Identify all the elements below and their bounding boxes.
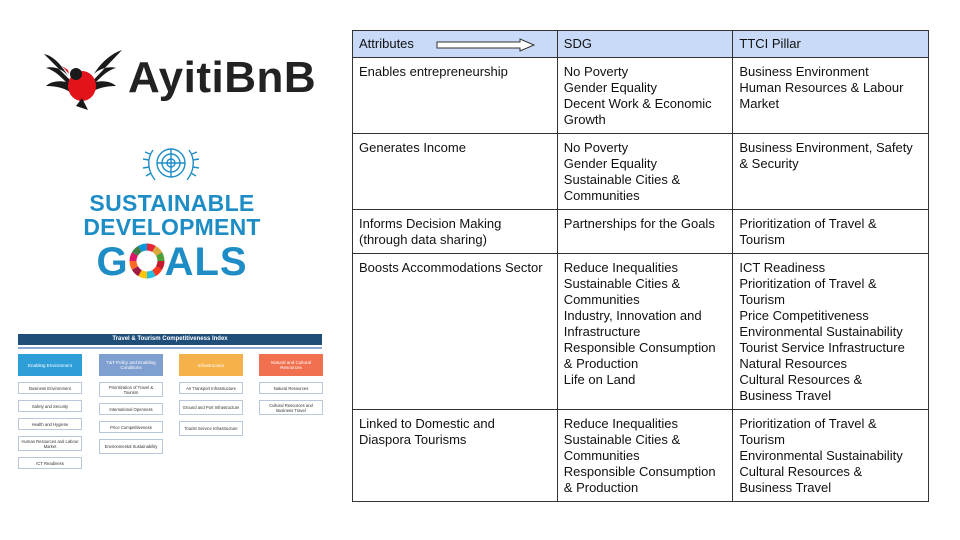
cell-sdg-line: & Production (563, 356, 639, 371)
cell-sdg (557, 410, 733, 502)
cell-ttci-line: Tourism (739, 232, 785, 247)
cell-sdg-line: Responsible Consumption (563, 340, 716, 355)
ttci-sub-item: International Openness (99, 403, 163, 415)
ttci-sub-item: Environmental Sustainability (99, 439, 163, 454)
cell-ttci-line: Business Environment, Safety (739, 140, 913, 155)
cell-ttci-line: Cultural Resources & (739, 464, 863, 479)
ttci-column-infrastructure (179, 354, 243, 436)
cell-attribute (353, 134, 558, 210)
cell-attribute-line: Generates Income (359, 140, 466, 155)
cell-sdg-line: Life on Land (563, 372, 636, 387)
ttci-sub-item: Health and Hygiene (18, 418, 82, 430)
cell-sdg-line: Sustainable Cities & (563, 432, 681, 447)
ttci-diagram (18, 334, 322, 476)
sdg-title-line-2: DEVELOPMENT (83, 214, 261, 240)
ttci-sub-item: Safety and Security (18, 400, 82, 412)
cell-sdg-line: Growth (563, 112, 606, 127)
cell-sdg-line: No Poverty (563, 140, 629, 155)
table-header-row (353, 31, 929, 58)
right-arrow-icon (436, 38, 536, 52)
cell-attribute-line: Informs Decision Making (359, 216, 502, 231)
cell-sdg (557, 254, 733, 410)
ttci-pillar-label: Enabling Environment (18, 354, 82, 376)
cell-sdg (557, 210, 733, 254)
ttci-pillar-label: Natural and Cultural Resources (259, 354, 323, 376)
cell-ttci-line: Tourism (739, 432, 785, 447)
cell-sdg-line: Sustainable Cities & (563, 172, 681, 187)
cell-sdg-line: Gender Equality (563, 80, 658, 95)
cell-ttci-line: Business Travel (739, 388, 832, 403)
cell-sdg-line: Reduce Inequalities (563, 416, 678, 431)
cell-sdg-line: Communities (563, 188, 640, 203)
sdg-wheel-icon (129, 243, 165, 279)
table-row (353, 210, 929, 254)
cell-ttci-line: Business Environment (739, 64, 869, 79)
ayitibnb-logo (40, 44, 320, 114)
table-row (353, 134, 929, 210)
cell-sdg-line: Gender Equality (563, 156, 658, 171)
cell-sdg-line: Decent Work & Economic (563, 96, 712, 111)
cell-sdg-line: Communities (563, 292, 640, 307)
ttci-pillar-label: T&T Policy and Enabling Conditions (99, 354, 163, 376)
un-emblem-icon (139, 140, 203, 186)
cell-ttci-line: Prioritization of Travel & (739, 216, 877, 231)
cell-ttci (733, 410, 929, 502)
cell-sdg-line: Reduce Inequalities (563, 260, 678, 275)
cell-sdg-line: Partnerships for the Goals (563, 216, 715, 231)
ttci-sub-item: Business Environment (18, 382, 82, 394)
attributes-table (352, 30, 929, 502)
cell-attribute-line: Boosts Accommodations Sector (359, 260, 543, 275)
header-attributes-label: Attributes (359, 36, 414, 51)
ttci-sub-item: Price Competitiveness (99, 421, 163, 433)
cell-attribute-line: Enables entrepreneurship (359, 64, 508, 79)
ttci-sub-item: Tourist Service Infrastructure (179, 421, 243, 436)
cell-attribute (353, 58, 558, 134)
cell-attribute-line: Linked to Domestic and (359, 416, 495, 431)
cell-sdg-line: Communities (563, 448, 640, 463)
cell-attribute-line: Diaspora Tourisms (359, 432, 467, 447)
cell-ttci-line: Human Resources & Labour (739, 80, 904, 95)
cell-ttci-line: Cultural Resources & (739, 372, 863, 387)
cell-ttci (733, 134, 929, 210)
cell-sdg-line: Industry, Innovation and (563, 308, 702, 323)
header-attributes (353, 31, 558, 58)
cell-ttci-line: Natural Resources (739, 356, 848, 371)
ttci-column-natural-cultural (259, 354, 323, 415)
cell-ttci-line: Business Travel (739, 480, 832, 495)
sdg-goals-als: ALS (164, 240, 248, 284)
cell-ttci-line: Prioritization of Travel & (739, 416, 877, 431)
cell-ttci-line: & Security (739, 156, 799, 171)
ttci-column-enabling-environment (18, 354, 82, 469)
cell-ttci-line: Environmental Sustainability (739, 324, 903, 339)
ttci-title: Travel & Tourism Competitiveness Index (18, 334, 322, 345)
table-row (353, 410, 929, 502)
cell-attribute (353, 254, 558, 410)
cell-sdg-line: Responsible Consumption (563, 464, 716, 479)
sdg-title-line-3 (82, 238, 262, 286)
cell-ttci-line: ICT Readiness (739, 260, 826, 275)
ttci-sub-item: Cultural Resources and Business Travel (259, 400, 323, 415)
sdg-goals-g: G (96, 240, 129, 284)
cell-ttci (733, 210, 929, 254)
table-body (353, 58, 929, 502)
sdg-logo (82, 140, 262, 290)
table-row (353, 58, 929, 134)
table-row (353, 254, 929, 410)
ttci-sub-item: ICT Readiness (18, 457, 82, 469)
cell-sdg (557, 58, 733, 134)
ttci-sub-item: Natural Resources (259, 382, 323, 394)
cell-ttci-line: Market (739, 96, 780, 111)
bird-logo-icon (40, 44, 126, 114)
cell-sdg-line: No Poverty (563, 64, 629, 79)
cell-sdg (557, 134, 733, 210)
cell-attribute-line: (through data sharing) (359, 232, 487, 247)
cell-sdg-line: Sustainable Cities & (563, 276, 681, 291)
ttci-column-policy (99, 354, 163, 454)
ttci-pillar-label: Infrastructure (179, 354, 243, 376)
header-sdg: SDG (557, 31, 733, 58)
cell-attribute (353, 210, 558, 254)
cell-ttci-line: Prioritization of Travel & (739, 276, 877, 291)
ttci-sub-item: Prioritization of Travel & Tourism (99, 382, 163, 397)
cell-ttci-line: Tourist Service Infrastructure (739, 340, 905, 355)
cell-ttci (733, 58, 929, 134)
ttci-sub-item: Air Transport Infrastructure (179, 382, 243, 394)
sdg-title-line-1: SUSTAINABLE (89, 190, 255, 216)
header-ttci: TTCI Pillar (733, 31, 929, 58)
cell-ttci-line: Environmental Sustainability (739, 448, 903, 463)
ttci-sub-item: Human Resources and Labour Market (18, 436, 82, 451)
cell-ttci-line: Price Competitiveness (739, 308, 869, 323)
ttci-divider (18, 347, 322, 349)
logo-text: AyitiBnB (128, 53, 317, 102)
cell-sdg-line: & Production (563, 480, 639, 495)
cell-ttci (733, 254, 929, 410)
ttci-sub-item: Ground and Port Infrastructure (179, 400, 243, 415)
cell-attribute (353, 410, 558, 502)
cell-sdg-line: Infrastructure (563, 324, 641, 339)
cell-ttci-line: Tourism (739, 292, 785, 307)
